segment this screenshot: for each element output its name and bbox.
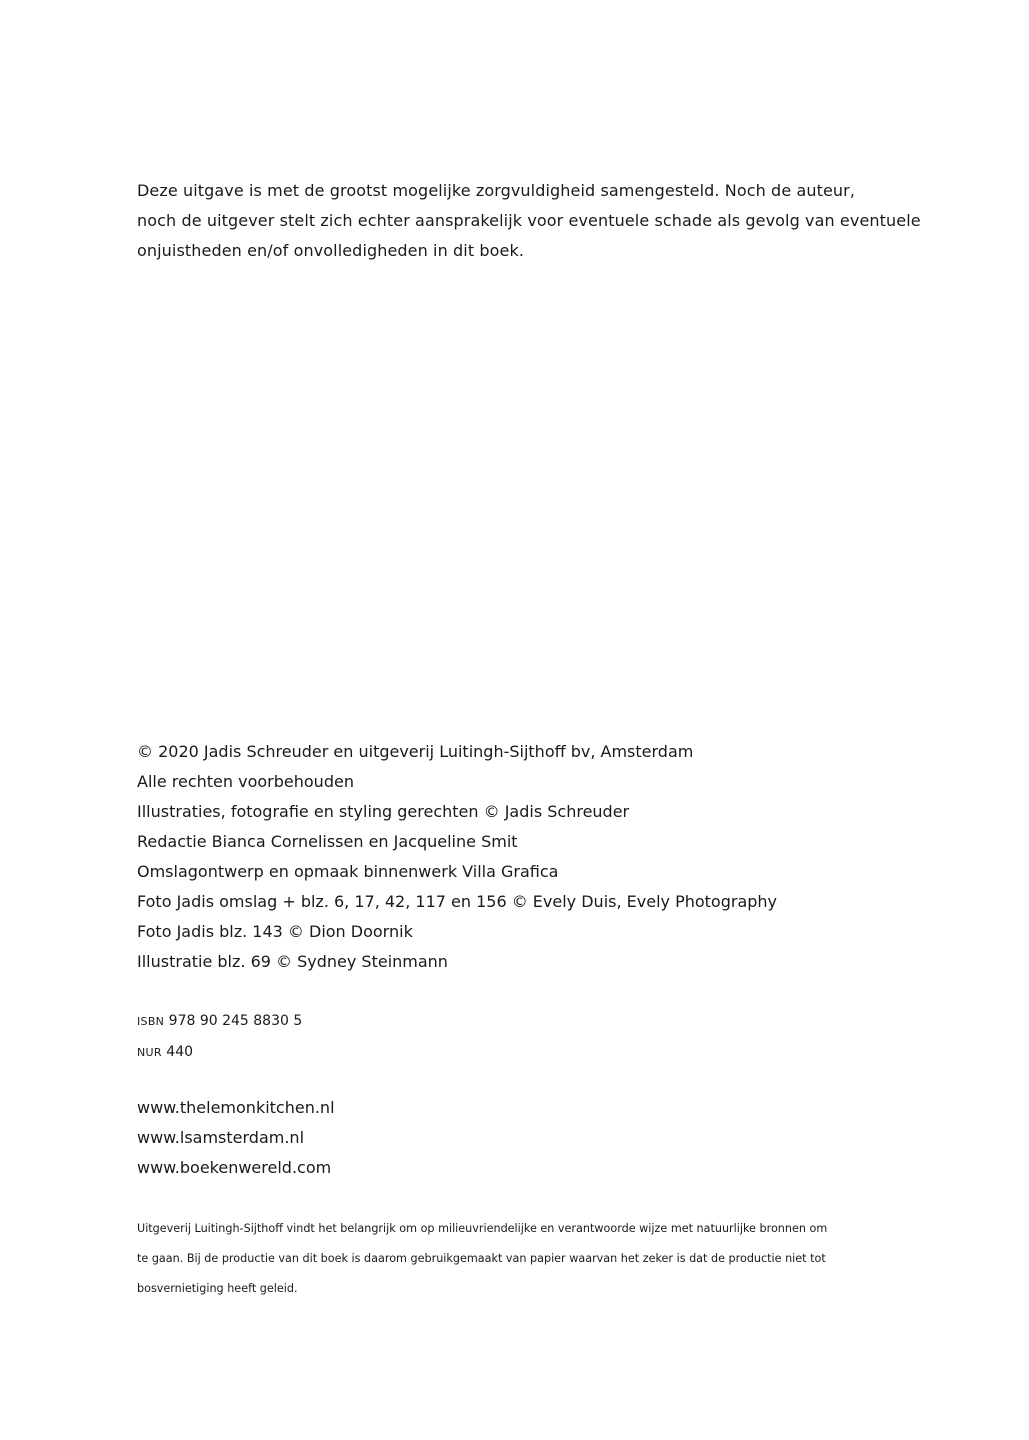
photo-credit-cover: Foto Jadis omslag + blz. 6, 17, 42, 117 en 156 © Evely Duis, Evely Photography — [137, 892, 778, 911]
eco-statement — [137, 1214, 897, 1304]
eco-statement-line: Uitgeverij Luitingh-Sijthoff vindt het belangrijk om op milieuvriendelijke en verantwoorde wijze met natuurlijke bronnen om — [137, 1222, 828, 1235]
website-link: www.lsamsterdam.nl — [137, 1128, 305, 1147]
photo-credit-page: Foto Jadis blz. 143 © Dion Doornik — [137, 922, 413, 941]
disclaimer-line: noch de uitgever stelt zich echter aansprakelijk voor eventuele schade als gevolg van eventuele — [137, 211, 921, 230]
identifiers-block — [137, 1006, 897, 1068]
website-link: www.boekenwereld.com — [137, 1158, 332, 1177]
website-link: www.thelemonkitchen.nl — [137, 1098, 335, 1117]
disclaimer-line: onjuistheden en/of onvolledigheden in dit boek. — [137, 241, 525, 260]
editing-credit: Redactie Bianca Cornelissen en Jacqueline Smit — [137, 832, 518, 851]
disclaimer-paragraph — [137, 176, 921, 266]
rights-reserved-line: Alle rechten voorbehouden — [137, 772, 354, 791]
isbn-label: ISBN — [137, 1015, 165, 1028]
isbn-line — [137, 1006, 897, 1037]
nur-line — [137, 1037, 897, 1068]
illustrations-credit: Illustraties, fotografie en styling gerechten © Jadis Schreuder — [137, 802, 630, 821]
isbn-value: 978 90 245 8830 5 — [168, 1013, 303, 1029]
nur-value: 440 — [166, 1044, 194, 1060]
illustration-credit-page: Illustratie blz. 69 © Sydney Steinmann — [137, 952, 448, 971]
credits-block — [137, 737, 897, 977]
nur-label: NUR — [137, 1046, 162, 1059]
copyright-line: © 2020 Jadis Schreuder en uitgeverij Luitingh-Sijthoff bv, Amsterdam — [137, 742, 694, 761]
eco-statement-line: te gaan. Bij de productie van dit boek is daarom gebruikgemaakt van papier waarvan het zeker is dat de productie niet tot — [137, 1252, 826, 1265]
disclaimer-line: Deze uitgave is met de grootst mogelijke zorgvuldigheid samengesteld. Noch de auteur, — [137, 181, 856, 200]
websites-block — [137, 1093, 897, 1183]
design-credit: Omslagontwerp en opmaak binnenwerk Villa Grafica — [137, 862, 559, 881]
eco-statement-line: bosvernietiging heeft geleid. — [137, 1282, 298, 1295]
